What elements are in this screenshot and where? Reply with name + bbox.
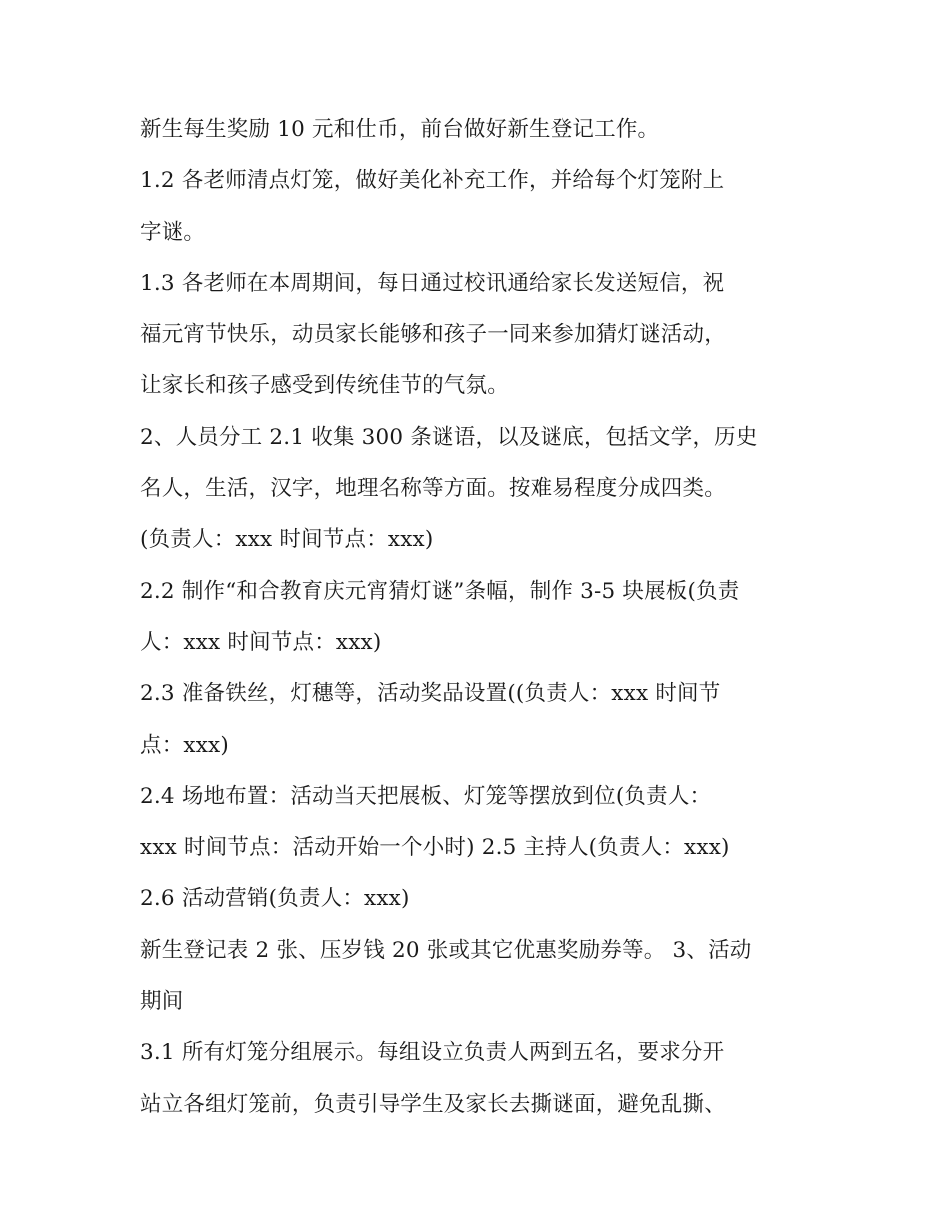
text-line: 2.3 准备铁丝，灯穗等，活动奖品设置((负责人：xxx 时间节 <box>140 681 721 707</box>
text-line: 2.6 活动营销(负责人：xxx) <box>140 886 410 912</box>
text-line: 2、人员分工 2.1 收集 300 条谜语，以及谜底，包括文学，历史 <box>140 424 758 450</box>
text-line: 1.2 各老师清点灯笼，做好美化补充工作，并给每个灯笼附上 <box>140 168 725 194</box>
text-line: 新生登记表 2 张、压岁钱 20 张或其它优惠奖励券等。 3、活动 <box>140 937 752 963</box>
text-line: 字谜。 <box>140 219 206 245</box>
text-line: 2.2 制作“和合教育庆元宵猜灯谜”条幅，制作 3-5 块展板(负责 <box>140 578 740 604</box>
text-line: 人：xxx 时间节点：xxx) <box>140 629 382 655</box>
text-line: 名人，生活，汉字，地理名称等方面。按难易程度分成四类。 <box>140 476 726 502</box>
document-body <box>140 104 830 1130</box>
text-line: 福元宵节快乐，动员家长能够和孩子一同来参加猜灯谜活动， <box>140 322 726 348</box>
text-line: 期间 <box>140 989 184 1015</box>
text-line: 站立各组灯笼前，负责引导学生及家长去撕谜面，避免乱撕、 <box>140 1091 726 1117</box>
text-line: 点：xxx) <box>140 732 229 758</box>
text-line: xxx 时间节点：活动开始一个小时) 2.5 主持人(负责人：xxx) <box>140 835 730 861</box>
text-line: (负责人：xxx 时间节点：xxx) <box>140 527 434 553</box>
text-line: 2.4 场地布置：活动当天把展板、灯笼等摆放到位(负责人： <box>140 783 712 809</box>
text-line: 新生每生奖励 10 元和仕币，前台做好新生登记工作。 <box>140 117 660 142</box>
text-line: 让家长和孩子感受到传统佳节的气氛。 <box>140 373 509 399</box>
text-line: 1.3 各老师在本周期间，每日通过校讯通给家长发送短信，祝 <box>140 270 725 296</box>
text-line: 3.1 所有灯笼分组展示。每组设立负责人两到五名，要求分开 <box>140 1040 725 1066</box>
